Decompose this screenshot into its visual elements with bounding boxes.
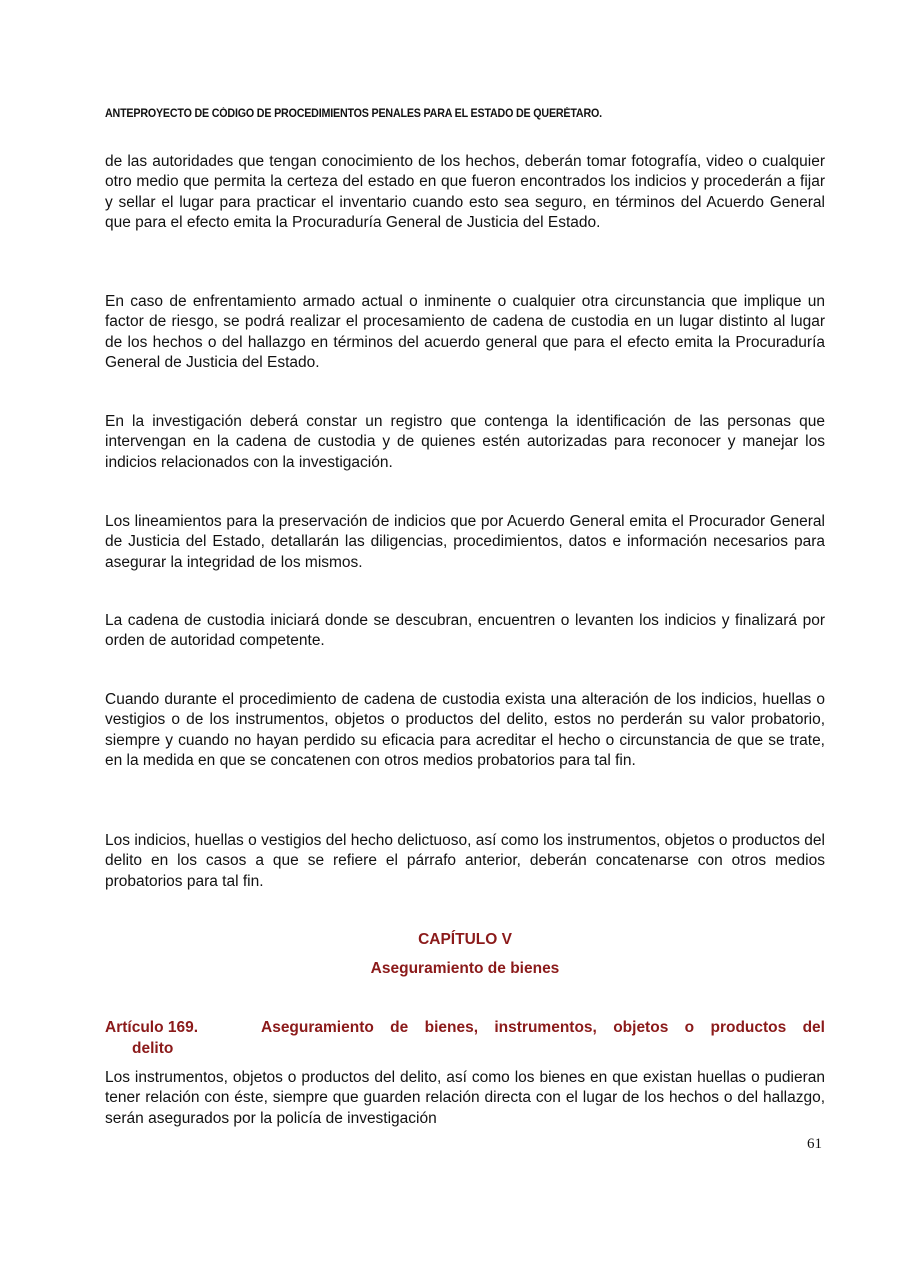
article-title: Aseguramiento de bienes, instrumentos, objetos o productos del [261, 1019, 825, 1036]
article-number: Artículo 169. [105, 1019, 199, 1036]
article-heading [105, 1018, 825, 1059]
paragraph-3: En la investigación deberá constar un registro que contenga la identificación de las personas que intervengan en la cadena de custodia y de quienes estén autorizadas para reconocer y manejar los indicios relacionados con la investigación. [105, 413, 825, 471]
paragraph-5: La cadena de custodia iniciará donde se descubran, encuentren o levanten los indicios y finalizará por orden de autoridad competente. [105, 612, 825, 650]
article-body: Los instrumentos, objetos o productos del delito, así como los bienes en que existan huellas o pudieran tener relación con éste, siempre que guarden relación directa con el lugar de los hechos o del hallazgo, serán asegurados por la policía de investigación [105, 1069, 825, 1127]
page-number: 61 [807, 1136, 822, 1152]
paragraph-6: Cuando durante el procedimiento de cadena de custodia exista una alteración de los indicios, huellas o vestigios o de los instrumentos, objetos o productos del delito, estos no perderán su valor probatorio, siempre y cuando no hayan perdido su eficacia para acreditar el hecho o circunstancia de que se trate, en la medida en que se concatenen con otros medios probatorios para tal fin. [105, 691, 825, 769]
paragraph-2: En caso de enfrentamiento armado actual o inminente o cualquier otra circunstancia que implique un factor de riesgo, se podrá realizar el procesamiento de cadena de custodia en un lugar distinto al lugar de los hechos o del hallazgo en términos del acuerdo general que para el efecto emita la Procuraduría General de Justicia del Estado. [105, 293, 825, 371]
paragraph-1: de las autoridades que tengan conocimiento de los hechos, deberán tomar fotografía, video o cualquier otro medio que permita la certeza del estado en que fueron encontrados los indicios y procederán a fijar y sellar el lugar para practicar el inventario cuando esto sea seguro, en términos del Acuerdo General que para el efecto emita la Procuraduría General de Justicia del Estado. [105, 153, 825, 231]
paragraph-4: Los lineamientos para la preservación de indicios que por Acuerdo General emita el Procurador General de Justicia del Estado, detallarán las diligencias, procedimientos, datos e información necesarios para asegurar la integridad de los mismos. [105, 513, 825, 571]
paragraph-7: Los indicios, huellas o vestigios del hecho delictuoso, así como los instrumentos, objetos o productos del delito en los casos a que se refiere el párrafo anterior, deberán concatenarse con otros medios probatorios para tal fin. [105, 832, 825, 890]
chapter-number: CAPÍTULO V [418, 931, 512, 948]
article-title-continuation: delito [132, 1039, 174, 1057]
document-header: ANTEPROYECTO DE CÓDIGO DE PROCEDIMIENTOS PENALES PARA EL ESTADO DE QUERÉTARO. [105, 108, 602, 120]
chapter-title: Aseguramiento de bienes [370, 960, 560, 977]
